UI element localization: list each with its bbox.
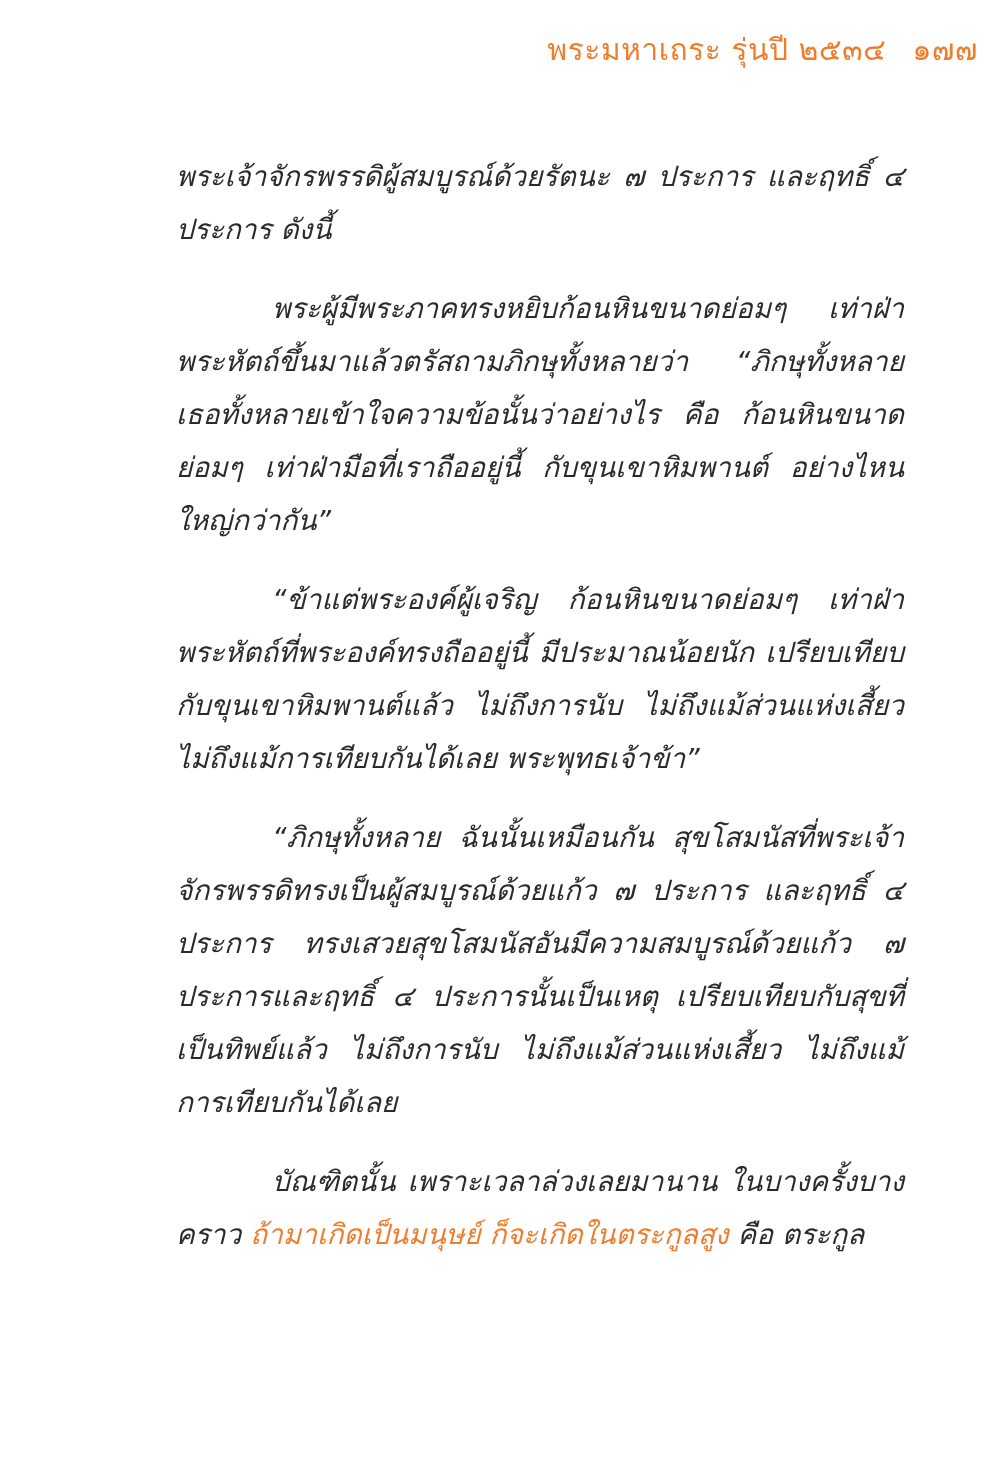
book-title: พระมหาเถระ รุ่นปี ๒๕๓๔ [547, 32, 887, 68]
page-number: ๑๗๗ [912, 32, 978, 68]
running-header [547, 26, 978, 74]
paragraph-5 [176, 1155, 904, 1261]
paragraph-5-text-after: คือ ตระกูล [737, 1218, 865, 1251]
paragraph-2: พระผู้มีพระภาคทรงหยิบก้อนหินขนาดย่อมๆ เท่าฝ่าพระหัตถ์ขึ้นมาแล้วตรัสถามภิกษุทั้งหลายว่า “ภิกษุทั้งหลาย เธอทั้งหลายเข้าใจความข้อนั้นว่าอย่างไร คือ ก้อนหินขนาดย่อมๆ เท่าฝ่ามือที่เราถืออยู่นี้ กับขุนเขาหิมพานต์ อย่างไหนใหญ่กว่ากัน” [176, 292, 904, 537]
highlighted-phrase: ถ้ามาเกิดเป็นมนุษย์ ก็จะเกิดในตระกูลสูง [250, 1218, 729, 1251]
paragraph-5-text-before: บัณฑิตนั้น เพราะเวลาล่วงเลยมานาน ในบางครั้งบางคราว [176, 1165, 904, 1251]
paragraph-4: “ภิกษุทั้งหลาย ฉันนั้นเหมือนกัน สุขโสมนัสที่พระเจ้าจักรพรรดิทรงเป็นผู้สมบูรณ์ด้วยแก้ว ๗ ประการ และฤทธิ์ ๔ ประการ ทรงเสวยสุขโสมนัสอันมีความสมบูรณ์ด้วยแก้ว ๗ ประการและฤทธิ์ ๔ ประการนั้นเป็นเหตุ เปรียบเทียบกับสุขที่เป็นทิพย์แล้ว ไม่ถึงการนับ ไม่ถึงแม้ส่วนแห่งเสี้ยว ไม่ถึงแม้การเทียบกันได้เลย [176, 821, 904, 1119]
paragraph-1: พระเจ้าจักรพรรดิผู้สมบูรณ์ด้วยรัตนะ ๗ ประการ และฤทธิ์ ๔ ประการ ดังนี้ [176, 160, 904, 246]
body-text [176, 150, 904, 1287]
paragraph-3: “ข้าแต่พระองค์ผู้เจริญ ก้อนหินขนาดย่อมๆ เท่าฝ่าพระหัตถ์ที่พระองค์ทรงถืออยู่นี้ มีประมาณน้อยนัก เปรียบเทียบกับขุนเขาหิมพานต์แล้ว ไม่ถึงการนับ ไม่ถึงแม้ส่วนแห่งเสี้ยว ไม่ถึงแม้การเทียบกันได้เลย พระพุทธเจ้าข้า” [176, 583, 904, 775]
